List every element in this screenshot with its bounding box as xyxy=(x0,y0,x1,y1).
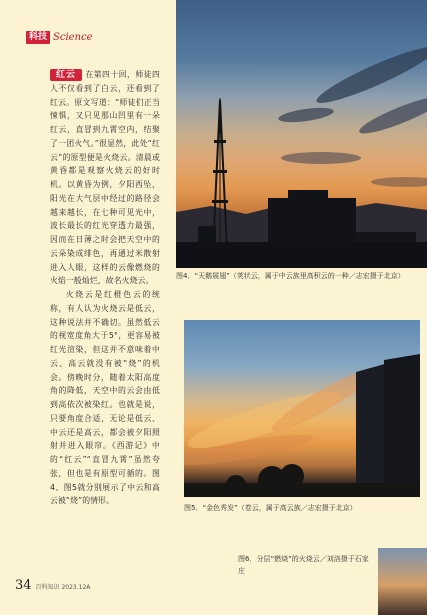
photo-figure-5 xyxy=(184,320,420,497)
photo-figure-6 xyxy=(378,548,427,615)
section-english-label: Science xyxy=(53,31,93,43)
caption-figure-4: 图4．“天鹅展翅”（荚状云，属于中云族里高积云的一种／志宏摄于北京） xyxy=(176,272,405,280)
page-footer xyxy=(15,578,90,593)
photo-figure-4 xyxy=(176,0,427,268)
paragraph-2: 火烧云是红橙色云的统称，有人认为火烧云是低云，这种说法并不确切。虽然低云的视宽度角大于5°，更容易被红光渲染，但这并不意味着中云、高云就没有被“烧”的机会。傍晚时分，随着太阳高度角的降低，天空中的云会由低到高依次被染红。也就是说，只要角度合适，无论是低云、中云还是高云，都会被夕阳照射并进入眼帘。《西游记》中的“红云”“直冒九霄”虽然夸张，但也是有原型可循的。图4、图5就分别展示了中云和高云被“烧”的情形。 xyxy=(50,290,160,506)
caption-figure-5: 图5．“金色秀发”（卷云，属于高云族／志宏摄于北京） xyxy=(184,504,357,512)
caption-figure-6: 图6．分层“燃烧”的火烧云／刘洛摄于石家庄 xyxy=(238,555,369,575)
page-number: 34 xyxy=(15,578,32,593)
term-badge: 红云 xyxy=(50,69,82,81)
paragraph-1-text: 在第四十回，师徒四人不仅看到了白云，还看到了红云。原文写道：“师徒们正当悚惧，又只见那山凹里有一朵红云，直冒到九霄空内，结聚了一团火气。”很显然，此处“红云”的原型便是火烧云。清晨或黄昏都是观察火烧云的好时机。以黄昏为例，夕阳西坠，阳光在大气层中经过的路径会越来越长，在七种可见光中，波长最长的红光穿透力最强，因而在日薄之时会把天空中的云朵染成绯色，再通过米散射进入人眼，这样的云像燃烧的火焰一般灿烂，故名火烧云。 xyxy=(50,70,160,286)
section-header xyxy=(26,30,93,44)
sunset-scene-illustration xyxy=(176,0,427,268)
paragraph-1 xyxy=(50,68,160,288)
cirrus-sunset-illustration xyxy=(184,320,420,497)
article-body xyxy=(50,68,160,508)
issue-label: 百科知识 2023.12A xyxy=(35,584,91,591)
section-badge: 科技 xyxy=(26,31,50,44)
